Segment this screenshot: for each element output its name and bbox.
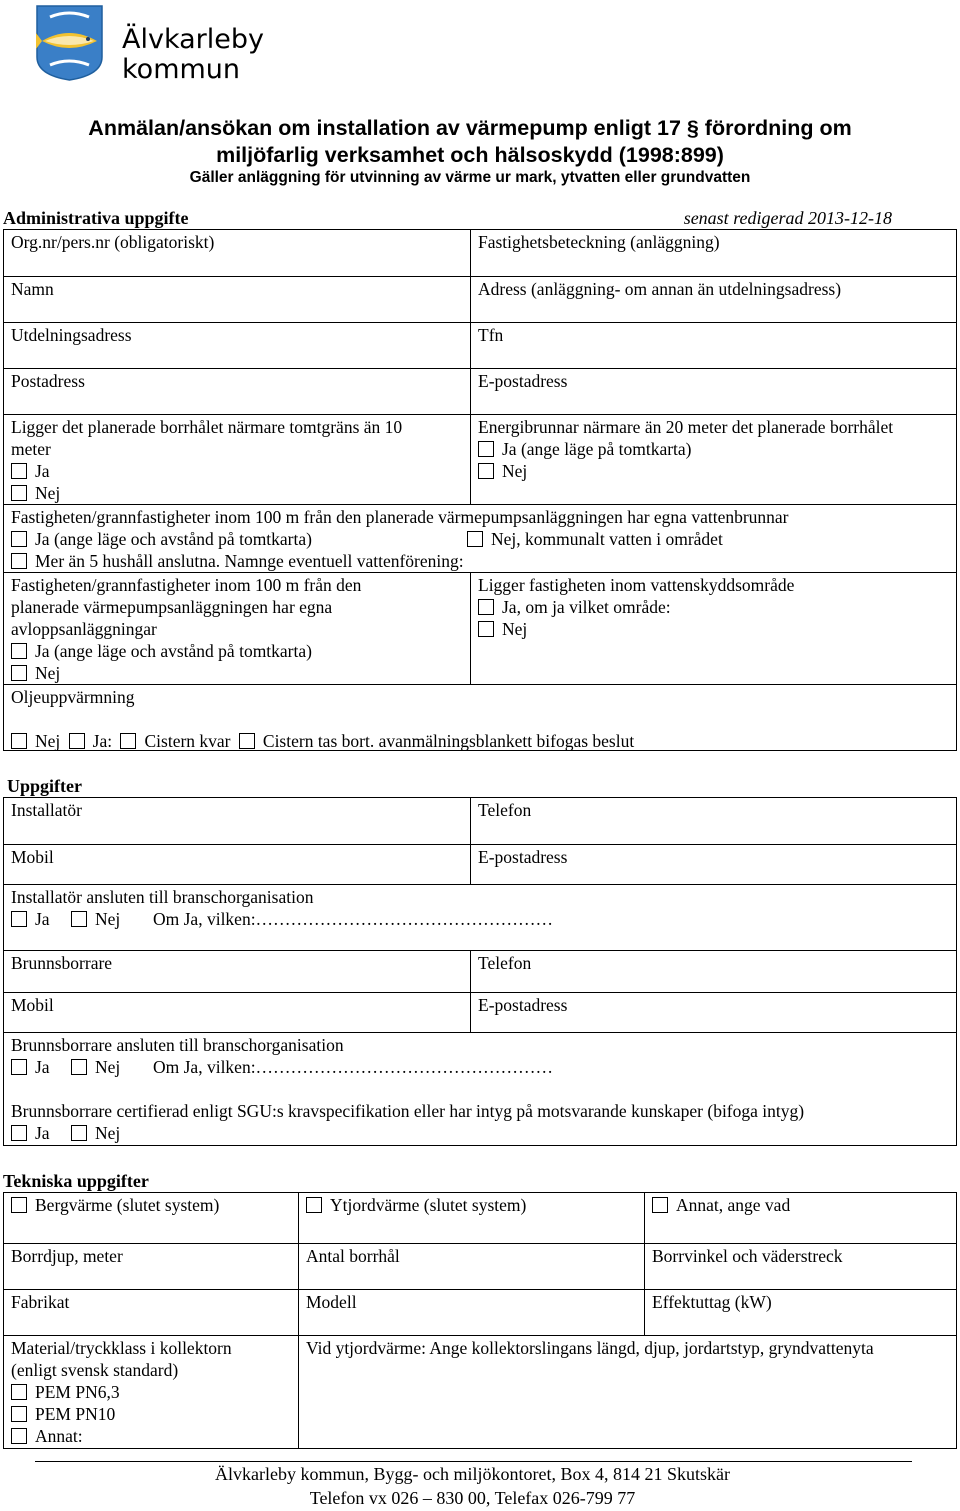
borrdjup-label: Borrdjup, meter <box>11 1246 123 1266</box>
brunnsborrare-bransch-vilken[interactable]: Om Ja, vilken:…………………………………………… <box>153 1057 554 1077</box>
annat-system-label: Annat, ange vad <box>676 1195 791 1215</box>
borrdjup-field[interactable] <box>4 1243 298 1289</box>
brunnsborrare-bransch-nej-checkbox[interactable] <box>71 1059 87 1075</box>
skyddsomrade-nej-label: Nej <box>502 619 528 639</box>
tomtgrans-ja-checkbox[interactable] <box>11 463 27 479</box>
installator-bransch-label: Installatör ansluten till branschorganisation <box>11 887 314 907</box>
energibrunnar-ja-checkbox[interactable] <box>478 441 494 457</box>
ytjordvarme-option <box>298 1193 644 1243</box>
mer-an-5-checkbox[interactable] <box>11 553 27 569</box>
municipality-logo <box>36 5 266 85</box>
olja-ja-label: Ja: <box>92 731 113 751</box>
certifierad-ja-checkbox[interactable] <box>11 1125 27 1141</box>
brunnsborrare-epost-field[interactable] <box>470 992 957 1032</box>
utdelningsadress-label: Utdelningsadress <box>11 325 132 345</box>
borrvinkel-field[interactable] <box>644 1243 957 1289</box>
installator-bransch-vilken[interactable]: Om Ja, vilken:…………………………………………… <box>153 909 554 929</box>
brunnsborrare-bransch-label: Brunnsborrare ansluten till branschorganisation <box>11 1035 344 1055</box>
vattenbrunnar-nej-label: Nej, kommunalt vatten i området <box>491 529 723 549</box>
bergvarme-option <box>4 1193 298 1243</box>
municipality-name <box>122 25 264 85</box>
tomtgrans-label-line2: meter <box>11 439 51 459</box>
brunnsborrare-telefon-field[interactable] <box>470 950 957 992</box>
installator-telefon-field[interactable] <box>470 798 957 844</box>
utdelningsadress-field[interactable] <box>4 322 470 368</box>
municipality-name-line1: Älvkarleby <box>122 24 264 55</box>
ytjordvarme-info-label: Vid ytjordvärme: Ange kollektorslingans längd, djup, jordartstyp, gryndvattenyta <box>306 1338 874 1358</box>
fastighet-label: Fastighetsbeteckning (anläggning) <box>478 232 720 252</box>
brunnsborrare-bransch-ja-checkbox[interactable] <box>11 1059 27 1075</box>
brunnsborrare-mobil-field[interactable] <box>4 992 470 1032</box>
antal-borrhal-field[interactable] <box>298 1243 644 1289</box>
effektuttag-field[interactable] <box>644 1289 957 1335</box>
certifierad-label: Brunnsborrare certifierad enligt SGU:s kravspecifikation eller har intyg på motsvarande kunskaper (bifoga intyg) <box>11 1101 805 1121</box>
cistern-bort-label: Cistern tas bort. avanmälningsblankett bifogas beslut <box>262 731 635 751</box>
admin-table <box>3 229 957 751</box>
footer-address: Älvkarleby kommun, Bygg- och miljökontoret, Box 4, 814 21 Skutskär <box>215 1464 730 1484</box>
installator-label: Installatör <box>11 800 82 820</box>
cistern-kvar-label: Cistern kvar <box>144 731 231 751</box>
oljeuppvarmning-question <box>4 684 957 750</box>
skyddsomrade-label: Ligger fastigheten inom vattenskyddsområde <box>478 575 795 595</box>
namn-field[interactable] <box>4 276 470 322</box>
tfn-label: Tfn <box>478 325 504 345</box>
skyddsomrade-nej-checkbox[interactable] <box>478 621 494 637</box>
pn10-label: PEM PN10 <box>35 1404 116 1424</box>
antal-borrhal-label: Antal borrhål <box>306 1246 400 1266</box>
brunnsborrare-bransch-ja-label: Ja <box>35 1057 50 1077</box>
energibrunnar-ja-label: Ja (ange läge på tomtkarta) <box>502 439 692 459</box>
uppgifter-table <box>3 797 957 1146</box>
brunnsborrare-epost-label: E-postadress <box>478 995 568 1015</box>
skyddsomrade-ja-checkbox[interactable] <box>478 599 494 615</box>
coat-of-arms-icon <box>36 5 103 81</box>
skyddsomrade-question <box>470 572 957 684</box>
adress-field[interactable] <box>470 276 957 322</box>
annat-system-checkbox[interactable] <box>652 1197 668 1213</box>
modell-field[interactable] <box>298 1289 644 1335</box>
fabrikat-field[interactable] <box>4 1289 298 1335</box>
installator-epost-label: E-postadress <box>478 847 568 867</box>
footer-divider <box>35 1461 912 1462</box>
municipality-name-line2: kommun <box>122 54 241 85</box>
vattenbrunnar-question <box>4 504 957 572</box>
installator-bransch-question <box>4 884 957 950</box>
material-question <box>4 1335 298 1448</box>
brunnsborrare-label: Brunnsborrare <box>11 953 113 973</box>
certifierad-nej-label: Nej <box>95 1123 121 1143</box>
ytjordvarme-checkbox[interactable] <box>306 1197 322 1213</box>
pn63-label: PEM PN6,3 <box>35 1382 120 1402</box>
olja-ja-checkbox[interactable] <box>69 733 85 749</box>
certifierad-ja-label: Ja <box>35 1123 50 1143</box>
tomtgrans-ja-label: Ja <box>35 461 50 481</box>
mer-an-5-label: Mer än 5 hushåll anslutna. Namnge eventuell vattenförening: <box>35 551 464 571</box>
annat-system-option <box>644 1193 957 1243</box>
energibrunnar-question <box>470 414 957 504</box>
tomtgrans-question <box>4 414 470 504</box>
installator-bransch-ja-checkbox[interactable] <box>11 911 27 927</box>
avlopp-ja-checkbox[interactable] <box>11 643 27 659</box>
vattenbrunnar-nej-checkbox[interactable] <box>467 531 483 547</box>
form-subtitle: Gäller anläggning för utvinning av värme ur mark, ytvatten eller grundvatten <box>189 169 751 186</box>
material-annat-checkbox[interactable] <box>11 1428 27 1444</box>
footer-contact: Telefon vx 026 – 830 00, Telefax 026-799 77 <box>309 1488 636 1508</box>
brunnsborrare-mobil-label: Mobil <box>11 995 54 1015</box>
avlopp-nej-checkbox[interactable] <box>11 665 27 681</box>
pn10-checkbox[interactable] <box>11 1406 27 1422</box>
tomtgrans-nej-checkbox[interactable] <box>11 485 27 501</box>
postadress-field[interactable] <box>4 368 470 414</box>
tekniska-table <box>3 1192 957 1449</box>
bergvarme-checkbox[interactable] <box>11 1197 27 1213</box>
energibrunnar-nej-label: Nej <box>502 461 528 481</box>
last-edited-date: senast redigerad 2013-12-18 <box>683 208 892 228</box>
material-annat-label: Annat: <box>35 1426 83 1446</box>
tomtgrans-nej-label: Nej <box>35 483 61 503</box>
pn63-checkbox[interactable] <box>11 1384 27 1400</box>
olja-nej-checkbox[interactable] <box>11 733 27 749</box>
brunnsborrare-telefon-label: Telefon <box>478 953 532 973</box>
epost-label: E-postadress <box>478 371 568 391</box>
installator-bransch-ja-label: Ja <box>35 909 50 929</box>
material-label-line2: (enligt svensk standard) <box>11 1360 179 1380</box>
fabrikat-label: Fabrikat <box>11 1292 70 1312</box>
orgnr-label: Org.nr/pers.nr (obligatoriskt) <box>11 232 215 252</box>
section-heading-uppgifter: Uppgifter <box>7 776 82 796</box>
tomtgrans-label-line1: Ligger det planerade borrhålet närmare tomtgräns än 10 <box>11 417 403 437</box>
form-title-line2: miljöfarlig verksamhet och hälsoskydd (1998:899) <box>216 143 724 167</box>
namn-label: Namn <box>11 279 54 299</box>
fastighet-field[interactable] <box>470 230 957 276</box>
adress-label: Adress (anläggning- om annan än utdelningsadress) <box>478 279 842 299</box>
installator-telefon-label: Telefon <box>478 800 532 820</box>
section-heading-admin: Administrativa uppgifte <box>3 208 189 228</box>
avlopp-ja-label: Ja (ange läge och avstånd på tomtkarta) <box>35 641 312 661</box>
avlopp-nej-label: Nej <box>35 663 61 683</box>
energibrunnar-label: Energibrunnar närmare än 20 meter det planerade borrhålet <box>478 417 894 437</box>
installator-field[interactable] <box>4 798 470 844</box>
oljeuppvarmning-label: Oljeuppvärmning <box>11 687 135 707</box>
energibrunnar-nej-checkbox[interactable] <box>478 463 494 479</box>
tfn-field[interactable] <box>470 322 957 368</box>
ytjordvarme-info-field[interactable] <box>298 1335 957 1448</box>
epost-field[interactable] <box>470 368 957 414</box>
installator-mobil-field[interactable] <box>4 844 470 884</box>
cistern-bort-checkbox[interactable] <box>239 733 255 749</box>
section-heading-tekniska: Tekniska uppgifter <box>3 1171 149 1191</box>
avlopp-question <box>4 572 470 684</box>
skyddsomrade-ja-label: Ja, om ja vilket område: <box>502 597 671 617</box>
bergvarme-label: Bergvärme (slutet system) <box>35 1195 220 1215</box>
modell-label: Modell <box>306 1292 357 1312</box>
form-title-line1: Anmälan/ansökan om installation av värmepump enligt 17 § förordning om <box>88 116 852 140</box>
vattenbrunnar-ja-label: Ja (ange läge och avstånd på tomtkarta) <box>35 529 312 549</box>
effektuttag-label: Effektuttag (kW) <box>652 1292 772 1312</box>
vattenbrunnar-label: Fastigheten/grannfastigheter inom 100 m från den planerade värmepumpsanläggningen har egna vattenbrunnar <box>11 507 789 527</box>
installator-bransch-nej-checkbox[interactable] <box>71 911 87 927</box>
material-label-line1: Material/tryckklass i kollektorn <box>11 1338 232 1358</box>
postadress-label: Postadress <box>11 371 85 391</box>
installator-bransch-nej-label: Nej <box>95 909 121 929</box>
installator-epost-field[interactable] <box>470 844 957 884</box>
installator-mobil-label: Mobil <box>11 847 54 867</box>
orgnr-field[interactable] <box>4 230 470 276</box>
avlopp-label-line3: avloppsanläggningar <box>11 619 157 639</box>
olja-nej-label: Nej <box>35 731 61 751</box>
brunnsborrare-bransch-question <box>4 1032 957 1145</box>
borrvinkel-label: Borrvinkel och väderstreck <box>652 1246 843 1266</box>
ytjordvarme-label: Ytjordvärme (slutet system) <box>330 1195 527 1215</box>
cistern-kvar-checkbox[interactable] <box>120 733 136 749</box>
avlopp-label-line2: planerade värmepumpsanläggningen har egna <box>11 597 333 617</box>
brunnsborrare-field[interactable] <box>4 950 470 992</box>
brunnsborrare-bransch-nej-label: Nej <box>95 1057 121 1077</box>
avlopp-label-line1: Fastigheten/grannfastigheter inom 100 m från den <box>11 575 362 595</box>
certifierad-nej-checkbox[interactable] <box>71 1125 87 1141</box>
vattenbrunnar-ja-checkbox[interactable] <box>11 531 27 547</box>
